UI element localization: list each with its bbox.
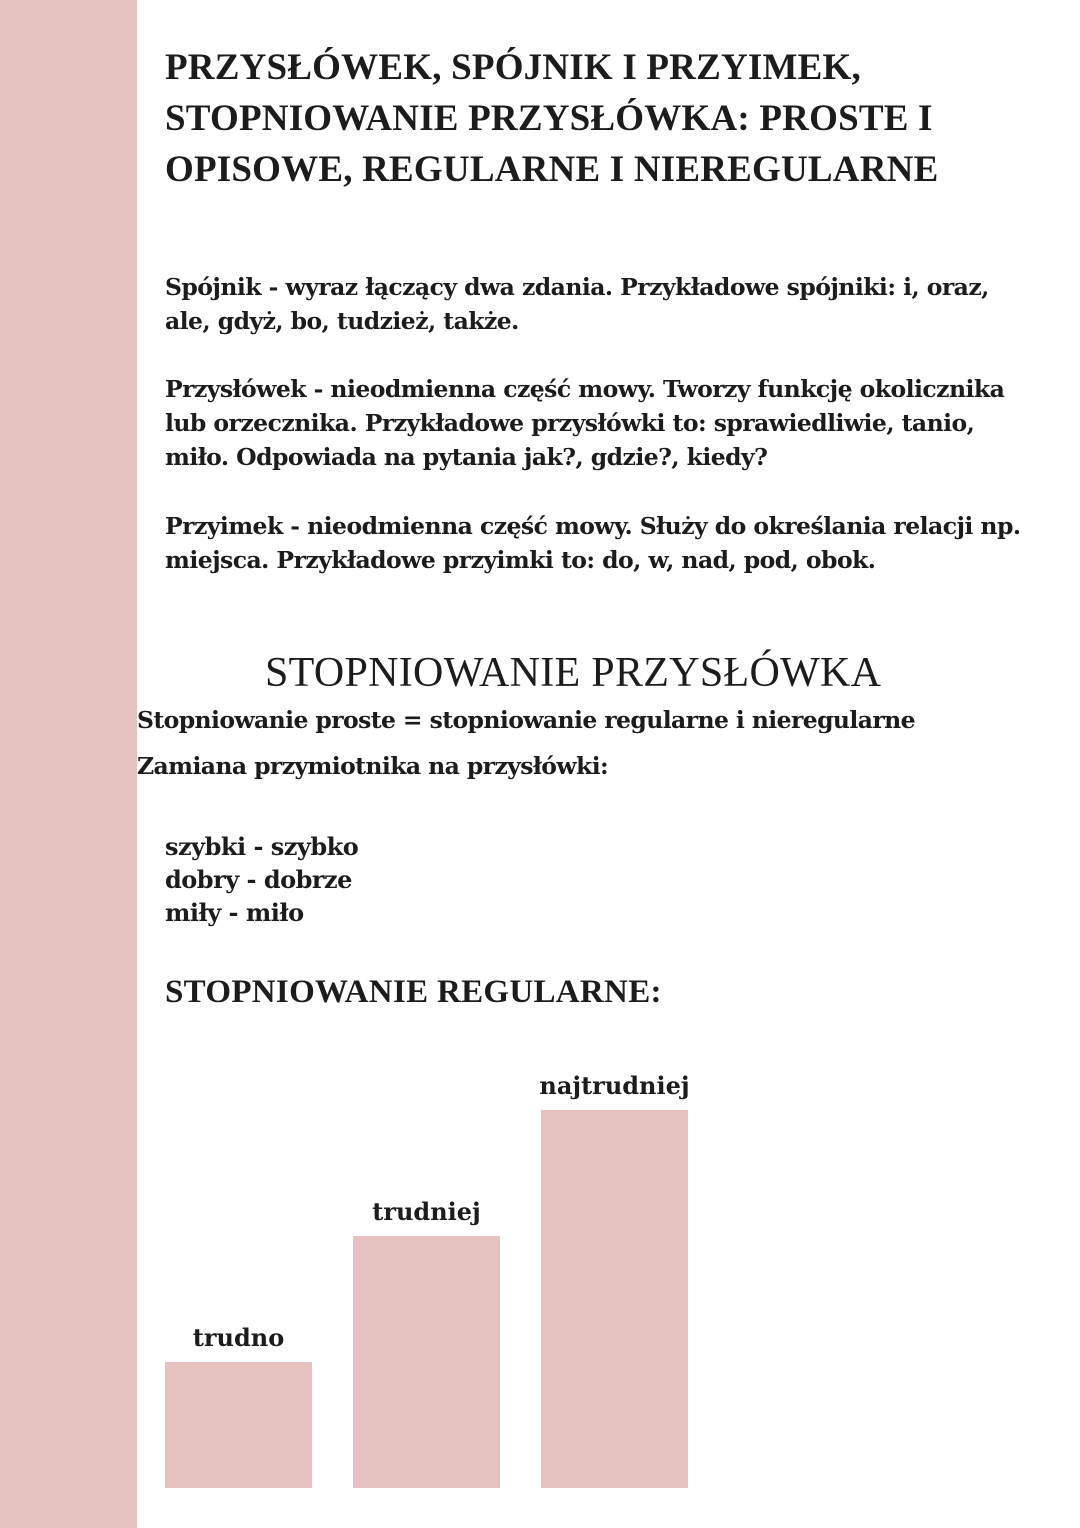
examples-list	[165, 830, 358, 929]
bar-label-trudniej: trudniej	[372, 1197, 481, 1226]
bar-trudniej	[353, 1236, 500, 1488]
definition-przyslowek: Przysłówek - nieodmienna część mowy. Tworzy funkcję okolicznika lub orzecznika. Przykładowe przysłówki to: sprawiedliwie, tanio, miło. Odpowiada na pytania jak?, gdzie?, kiedy?	[165, 375, 1005, 471]
adjective-conversion-line: Zamiana przymiotnika na przysłówki:	[137, 752, 609, 780]
definition-przyimek: Przyimek - nieodmienna część mowy. Służy do określania relacji np. miejsca. Przykładowe przyimki to: do, w, nad, pod, obok.	[165, 512, 1021, 574]
example-item: szybki - szybko	[165, 832, 359, 861]
bar-label-trudno: trudno	[192, 1323, 285, 1352]
regular-grading-heading: STOPNIOWANIE REGULARNE:	[165, 974, 662, 1010]
sidebar-accent	[0, 0, 137, 1528]
bar-trudno	[165, 1362, 312, 1488]
bar-najtrudniej	[541, 1110, 688, 1488]
definition-spojnik: Spójnik - wyraz łączący dwa zdania. Przykładowe spójniki: i, oraz, ale, gdyż, bo, tudzież, także.	[165, 273, 989, 335]
section-title: STOPNIOWANIE PRZYSŁÓWKA	[265, 650, 882, 696]
bar-label-najtrudniej: najtrudniej	[539, 1071, 690, 1100]
page-title: PRZYSŁÓWEK, SPÓJNIK I PRZYIMEK, STOPNIOWANIE PRZYSŁÓWKA: PROSTE I OPISOWE, REGULARNE I NIEREGULARNE	[165, 47, 939, 190]
grading-bar-chart	[137, 1071, 737, 1500]
example-item: dobry - dobrze	[165, 865, 352, 894]
example-item: miły - miło	[165, 898, 304, 927]
grading-simple-line: Stopniowanie proste = stopniowanie regularne i nieregularne	[137, 706, 915, 734]
